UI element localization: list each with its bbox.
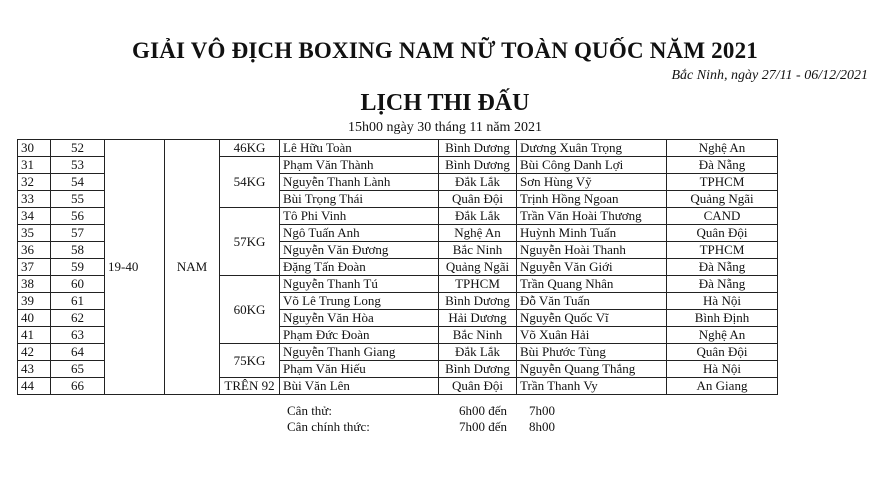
row-number: 43 (18, 361, 51, 378)
match-number: 65 (51, 361, 105, 378)
blue-corner-athlete: Bùi Công Danh Lợi (517, 157, 667, 174)
red-corner-athlete: Bùi Văn Lên (280, 378, 439, 395)
match-number: 58 (51, 242, 105, 259)
row-number: 31 (18, 157, 51, 174)
blue-corner-team: CAND (667, 208, 778, 225)
red-corner-athlete: Nguyễn Văn Đương (280, 242, 439, 259)
row-number: 42 (18, 344, 51, 361)
blue-corner-athlete: Bùi Phước Tùng (517, 344, 667, 361)
weigh-in-official-label: Cân chính thức: (287, 419, 370, 434)
red-corner-athlete: Nguyễn Thanh Giang (280, 344, 439, 361)
row-number: 32 (18, 174, 51, 191)
weigh-in-trial-from: 6h00 đến (459, 403, 508, 418)
red-corner-athlete: Lê Hữu Toàn (280, 140, 439, 157)
red-corner-team: TPHCM (439, 276, 517, 293)
blue-corner-team: TPHCM (667, 174, 778, 191)
blue-corner-team: Quảng Ngãi (667, 191, 778, 208)
age-group: 19-40 (105, 140, 165, 395)
schedule-table (17, 139, 778, 395)
red-corner-team: Bình Dương (439, 361, 517, 378)
red-corner-team: Quân Đội (439, 378, 517, 395)
match-number: 60 (51, 276, 105, 293)
match-number: 62 (51, 310, 105, 327)
red-corner-athlete: Phạm Văn Thành (280, 157, 439, 174)
blue-corner-athlete: Trần Thanh Vy (517, 378, 667, 395)
red-corner-team: Quảng Ngãi (439, 259, 517, 276)
row-number: 35 (18, 225, 51, 242)
row-number: 30 (18, 140, 51, 157)
blue-corner-team: TPHCM (667, 242, 778, 259)
match-number: 55 (51, 191, 105, 208)
schedule-title: LỊCH THI ĐẤU (360, 90, 530, 116)
weight-class: 60KG (220, 276, 280, 344)
match-number: 63 (51, 327, 105, 344)
blue-corner-team: An Giang (667, 378, 778, 395)
weigh-in-trial-to: 7h00 (529, 403, 555, 418)
red-corner-team: Bình Dương (439, 157, 517, 174)
blue-corner-athlete: Nguyễn Quốc Vĩ (517, 310, 667, 327)
blue-corner-athlete: Đỗ Văn Tuấn (517, 293, 667, 310)
competition-title: GIẢI VÔ ĐỊCH BOXING NAM NỮ TOÀN QUỐC NĂM 2021 (132, 38, 758, 63)
blue-corner-team: Bình Định (667, 310, 778, 327)
blue-corner-team: Đà Nẵng (667, 157, 778, 174)
blue-corner-team: Nghệ An (667, 327, 778, 344)
row-number: 41 (18, 327, 51, 344)
row-number: 44 (18, 378, 51, 395)
red-corner-athlete: Nguyễn Văn Hòa (280, 310, 439, 327)
red-corner-team: Hải Dương (439, 310, 517, 327)
blue-corner-athlete: Dương Xuân Trọng (517, 140, 667, 157)
blue-corner-team: Quân Đội (667, 344, 778, 361)
blue-corner-athlete: Nguyễn Hoài Thanh (517, 242, 667, 259)
red-corner-team: Bắc Ninh (439, 327, 517, 344)
red-corner-athlete: Ngô Tuấn Anh (280, 225, 439, 242)
match-number: 57 (51, 225, 105, 242)
match-number: 54 (51, 174, 105, 191)
red-corner-team: Bắc Ninh (439, 242, 517, 259)
blue-corner-team: Hà Nội (667, 293, 778, 310)
blue-corner-athlete: Nguyễn Quang Thắng (517, 361, 667, 378)
blue-corner-athlete: Nguyễn Văn Giới (517, 259, 667, 276)
gender: NAM (165, 140, 220, 395)
red-corner-athlete: Tô Phi Vinh (280, 208, 439, 225)
match-number: 66 (51, 378, 105, 395)
blue-corner-team: Đà Nẵng (667, 259, 778, 276)
blue-corner-team: Đà Nẵng (667, 276, 778, 293)
red-corner-athlete: Bùi Trọng Thái (280, 191, 439, 208)
blue-corner-athlete: Huỳnh Minh Tuấn (517, 225, 667, 242)
match-number: 52 (51, 140, 105, 157)
weight-class: 54KG (220, 157, 280, 208)
weigh-in-official-from: 7h00 đến (459, 419, 508, 434)
row-number: 39 (18, 293, 51, 310)
weigh-in-trial-label: Cân thử: (287, 403, 332, 418)
red-corner-team: Bình Dương (439, 140, 517, 157)
blue-corner-team: Nghệ An (667, 140, 778, 157)
row-number: 38 (18, 276, 51, 293)
blue-corner-athlete: Sơn Hùng Vỹ (517, 174, 667, 191)
red-corner-athlete: Nguyễn Thanh Tú (280, 276, 439, 293)
row-number: 36 (18, 242, 51, 259)
match-number: 56 (51, 208, 105, 225)
match-number: 59 (51, 259, 105, 276)
weight-class: TRÊN 92 (220, 378, 280, 395)
weight-class: 57KG (220, 208, 280, 276)
red-corner-team: Đắk Lắk (439, 344, 517, 361)
place-date: Bắc Ninh, ngày 27/11 - 06/12/2021 (671, 68, 868, 83)
row-number: 37 (18, 259, 51, 276)
blue-corner-athlete: Võ Xuân Hải (517, 327, 667, 344)
weight-class: 46KG (220, 140, 280, 157)
red-corner-team: Nghệ An (439, 225, 517, 242)
match-number: 61 (51, 293, 105, 310)
weigh-in-official-to: 8h00 (529, 419, 555, 434)
red-corner-team: Đắk Lắk (439, 208, 517, 225)
table-row (18, 140, 778, 157)
row-number: 33 (18, 191, 51, 208)
session-time: 15h00 ngày 30 tháng 11 năm 2021 (348, 120, 542, 135)
weight-class: 75KG (220, 344, 280, 378)
red-corner-athlete: Phạm Văn Hiếu (280, 361, 439, 378)
red-corner-athlete: Võ Lê Trung Long (280, 293, 439, 310)
red-corner-athlete: Phạm Đức Đoàn (280, 327, 439, 344)
blue-corner-team: Quân Đội (667, 225, 778, 242)
row-number: 40 (18, 310, 51, 327)
blue-corner-team: Hà Nội (667, 361, 778, 378)
row-number: 34 (18, 208, 51, 225)
red-corner-team: Bình Dương (439, 293, 517, 310)
match-number: 64 (51, 344, 105, 361)
blue-corner-athlete: Trịnh Hồng Ngoan (517, 191, 667, 208)
red-corner-team: Quân Đội (439, 191, 517, 208)
red-corner-team: Đắk Lắk (439, 174, 517, 191)
red-corner-athlete: Nguyễn Thanh Lành (280, 174, 439, 191)
blue-corner-athlete: Trần Quang Nhân (517, 276, 667, 293)
blue-corner-athlete: Trần Văn Hoài Thương (517, 208, 667, 225)
match-number: 53 (51, 157, 105, 174)
red-corner-athlete: Đặng Tấn Đoàn (280, 259, 439, 276)
